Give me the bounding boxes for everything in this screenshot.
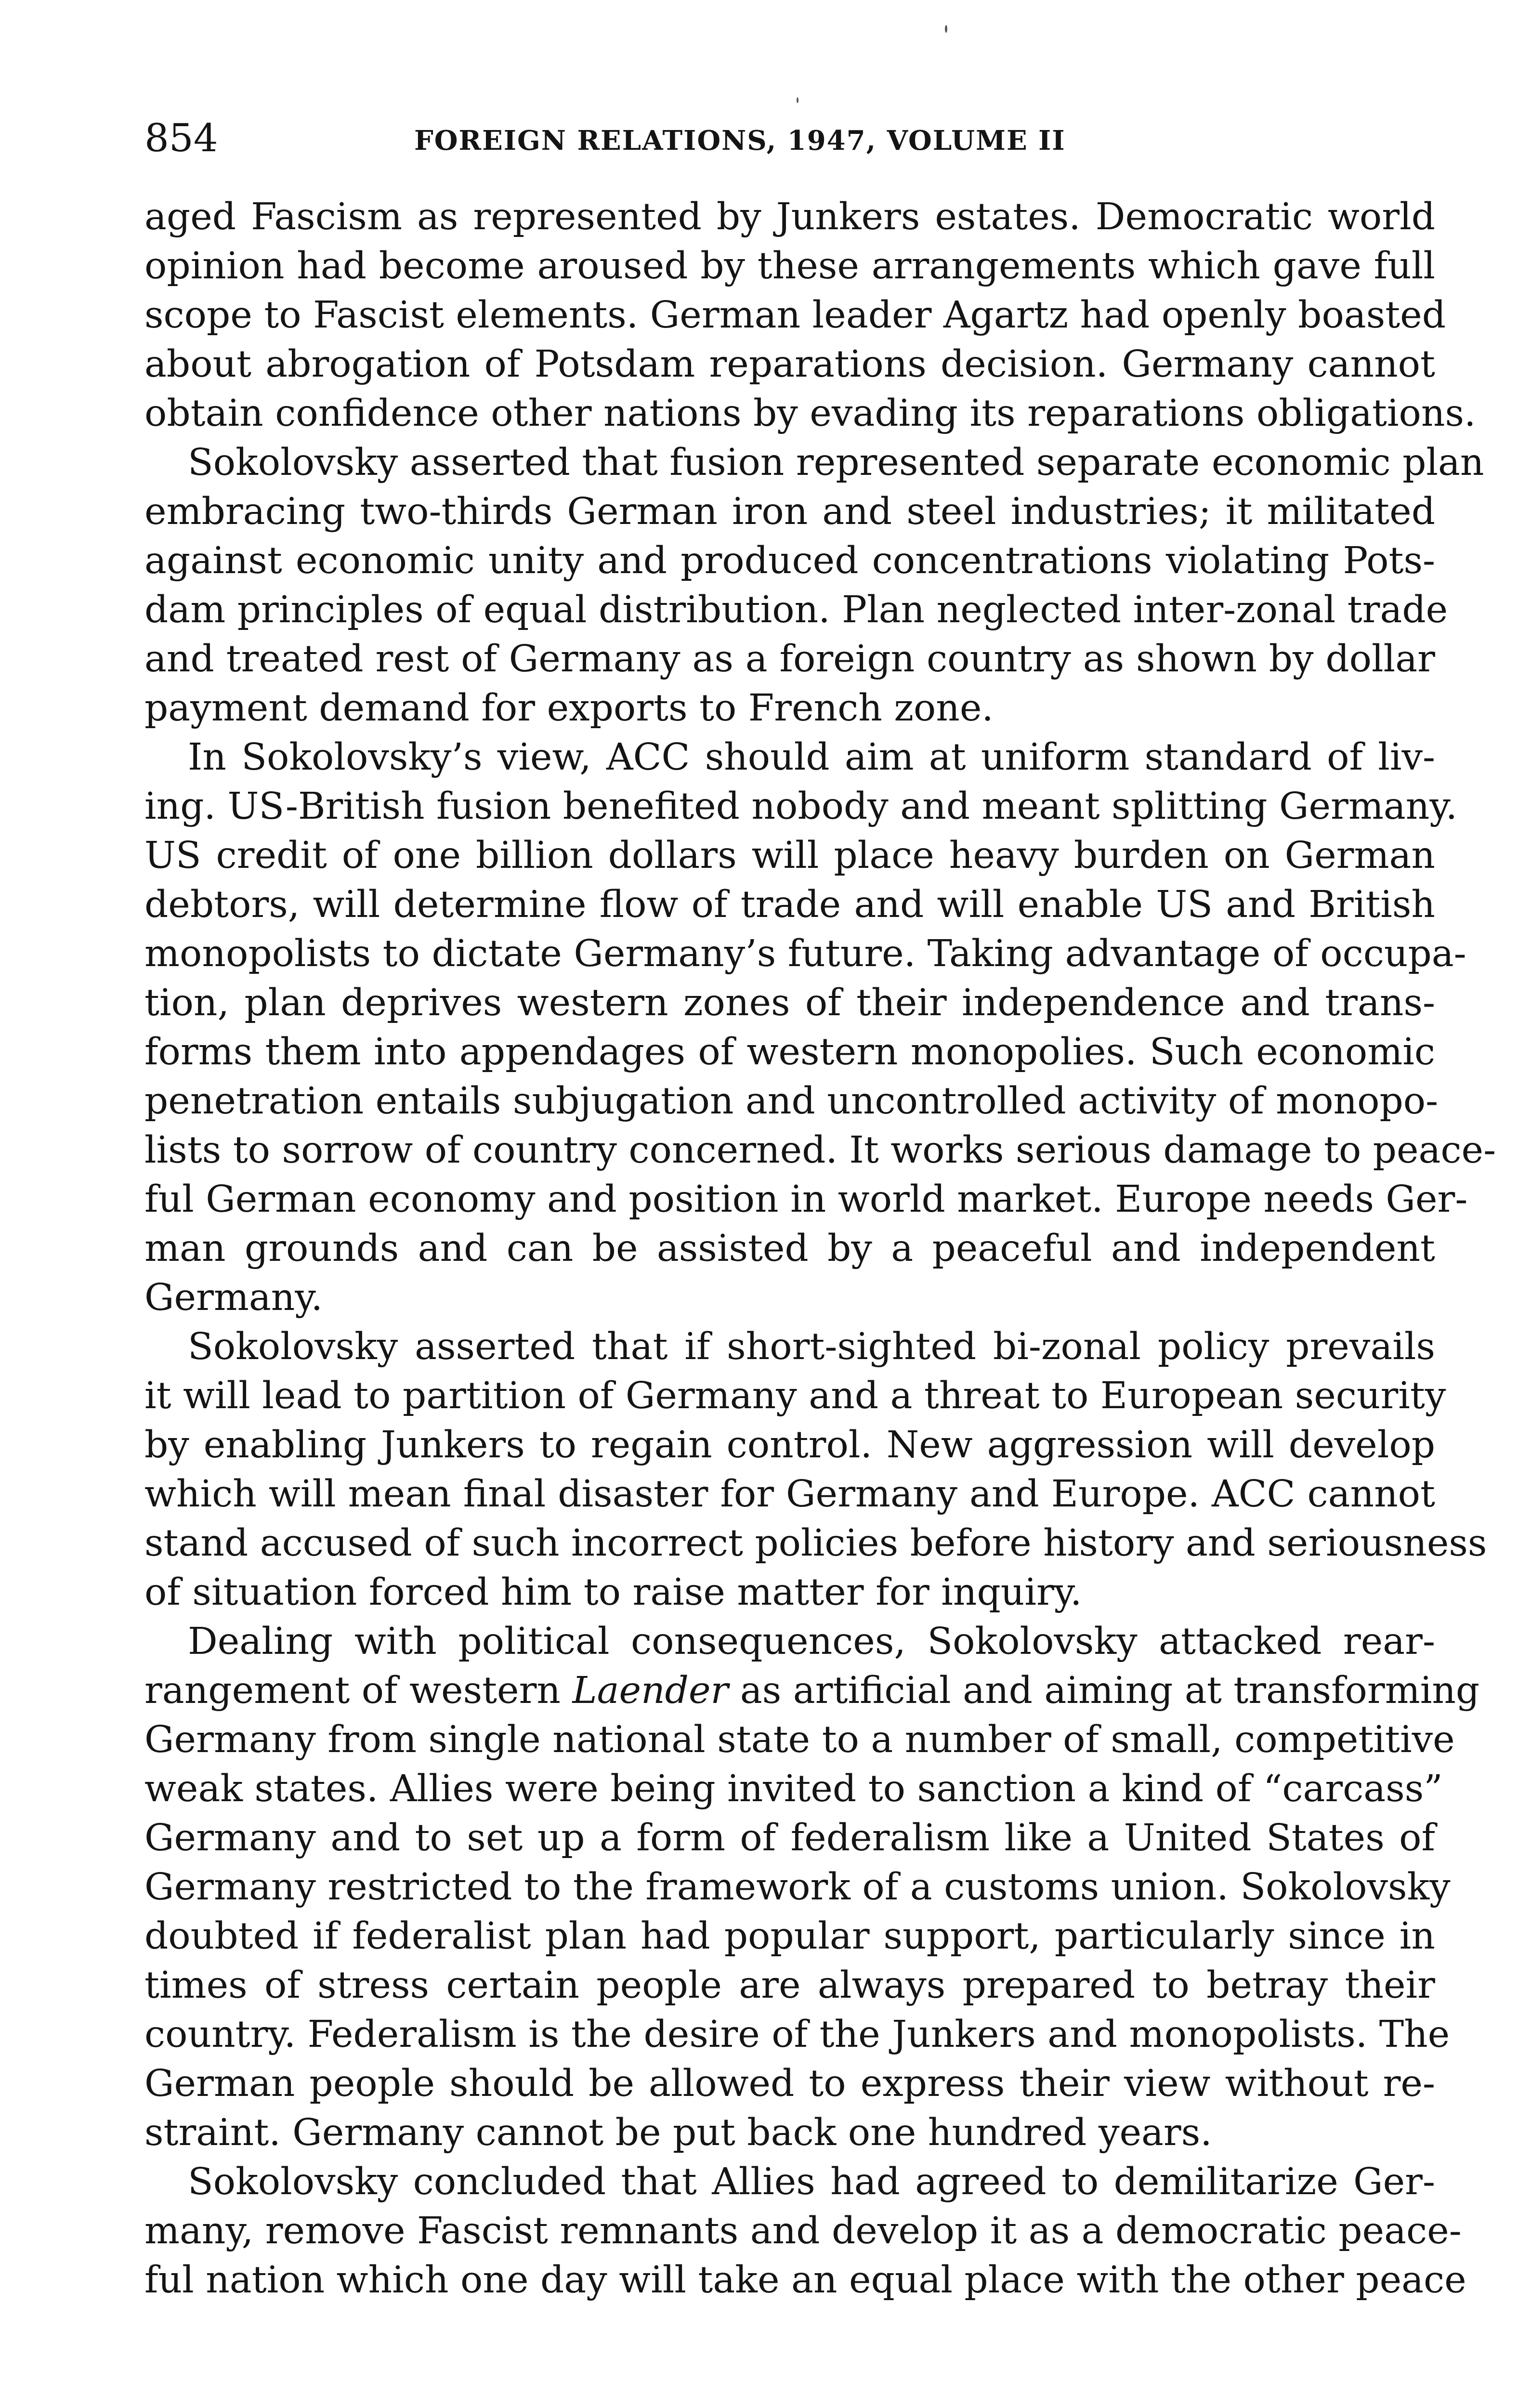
- text-line: US credit of one billion dollars will place heavy burden on German: [144, 834, 1435, 877]
- text-line: which will mean final disaster for Germany and Europe. ACC cannot: [144, 1473, 1435, 1516]
- italic-term: Laender: [572, 1669, 729, 1712]
- text-line: lists to sorrow of country concerned. It works serious damage to peace-: [144, 1129, 1496, 1172]
- text-line: tion, plan deprives western zones of their independence and trans-: [144, 982, 1435, 1024]
- text-line: against economic unity and produced concentrations violating Pots-: [144, 539, 1435, 582]
- text-line: opinion had become aroused by these arrangements which gave full: [144, 245, 1435, 288]
- text-line: Sokolovsky concluded that Allies had agreed to demilitarize Ger-: [188, 2160, 1435, 2203]
- text-line: straint. Germany cannot be put back one hundred years.: [144, 2111, 1212, 2154]
- text-line: country. Federalism is the desire of the Junkers and monopolists. The: [144, 2013, 1450, 2056]
- text-line: aged Fascism as represented by Junkers estates. Democratic world: [144, 196, 1435, 238]
- text-line: Germany and to set up a form of federalism like a United States of: [144, 1817, 1435, 1859]
- text-line: ing. US-British fusion benefited nobody and meant splitting Germany.: [144, 785, 1458, 828]
- running-head: FOREIGN RELATIONS, 1947, VOLUME II: [414, 125, 1066, 157]
- paragraph: [144, 193, 1476, 438]
- text-line: dam principles of equal distribution. Plan neglected inter-zonal trade: [144, 589, 1448, 631]
- text-line: times of stress certain people are always prepared to betray their: [144, 1964, 1435, 2007]
- text-line: by enabling Junkers to regain control. New aggression will develop: [144, 1424, 1435, 1466]
- page-header: [144, 112, 1435, 165]
- text-line: it will lead to partition of Germany and a threat to European security: [144, 1374, 1446, 1417]
- paragraph: [144, 2158, 1466, 2305]
- text-line: payment demand for exports to French zone.: [144, 687, 994, 730]
- scan-speck: [797, 97, 798, 103]
- text-line: man grounds and can be assisted by a peaceful and independent: [144, 1227, 1435, 1270]
- text-line: In Sokolovsky’s view, ACC should aim at uniform standard of liv-: [188, 736, 1435, 779]
- text-line: Dealing with political consequences, Sokolovsky attacked rear-: [188, 1620, 1435, 1663]
- text-line: debtors, will determine flow of trade and will enable US and British: [144, 883, 1435, 926]
- text-line: ful nation which one day will take an equal place with the other peace: [144, 2259, 1466, 2302]
- text-line: monopolists to dictate Germany’s future. Taking advantage of occupa-: [144, 932, 1466, 975]
- text-line: weak states. Allies were being invited to sanction a kind of “carcass”: [144, 1767, 1443, 1810]
- text-line: Germany.: [144, 1276, 323, 1319]
- paragraph: [144, 1617, 1480, 2158]
- text-line: obtain confidence other nations by evading its reparations obligations.: [144, 392, 1476, 435]
- text-line: Germany from single national state to a number of small, competitive: [144, 1718, 1455, 1761]
- text-line: forms them into appendages of western monopolies. Such economic: [144, 1031, 1435, 1073]
- text-line: Sokolovsky asserted that if short-sighted bi-zonal policy prevails: [188, 1325, 1435, 1368]
- paragraph: [144, 733, 1496, 1322]
- text-line: about abrogation of Potsdam reparations decision. Germany cannot: [144, 343, 1435, 386]
- page-number: 854: [144, 116, 218, 160]
- text-line: German people should be allowed to express their view without re-: [144, 2062, 1435, 2105]
- paragraph: [144, 1322, 1487, 1617]
- body-text: [144, 193, 1496, 2305]
- text-line: ful German economy and position in world market. Europe needs Ger-: [144, 1178, 1468, 1221]
- paragraph: [144, 438, 1484, 733]
- text-line: embracing two-thirds German iron and steel industries; it militated: [144, 490, 1435, 533]
- scan-speck: [945, 25, 947, 33]
- text-line: of situation forced him to raise matter for inquiry.: [144, 1571, 1082, 1614]
- text-line: scope to Fascist elements. German leader Agartz had openly boasted: [144, 294, 1446, 337]
- text-line: doubted if federalist plan had popular support, particularly since in: [144, 1915, 1435, 1958]
- text-line: rangement of western Laender as artificial and aiming at transforming: [144, 1669, 1480, 1712]
- text-line: many, remove Fascist remnants and develop it as a democratic peace-: [144, 2210, 1462, 2252]
- text-line: penetration entails subjugation and uncontrolled activity of monopo-: [144, 1080, 1439, 1123]
- text-line: stand accused of such incorrect policies before history and seriousness: [144, 1522, 1487, 1565]
- text-line: and treated rest of Germany as a foreign country as shown by dollar: [144, 638, 1435, 681]
- text-line: Sokolovsky asserted that fusion represented separate economic plan: [188, 441, 1484, 484]
- text-line: Germany restricted to the framework of a customs union. Sokolovsky: [144, 1866, 1451, 1909]
